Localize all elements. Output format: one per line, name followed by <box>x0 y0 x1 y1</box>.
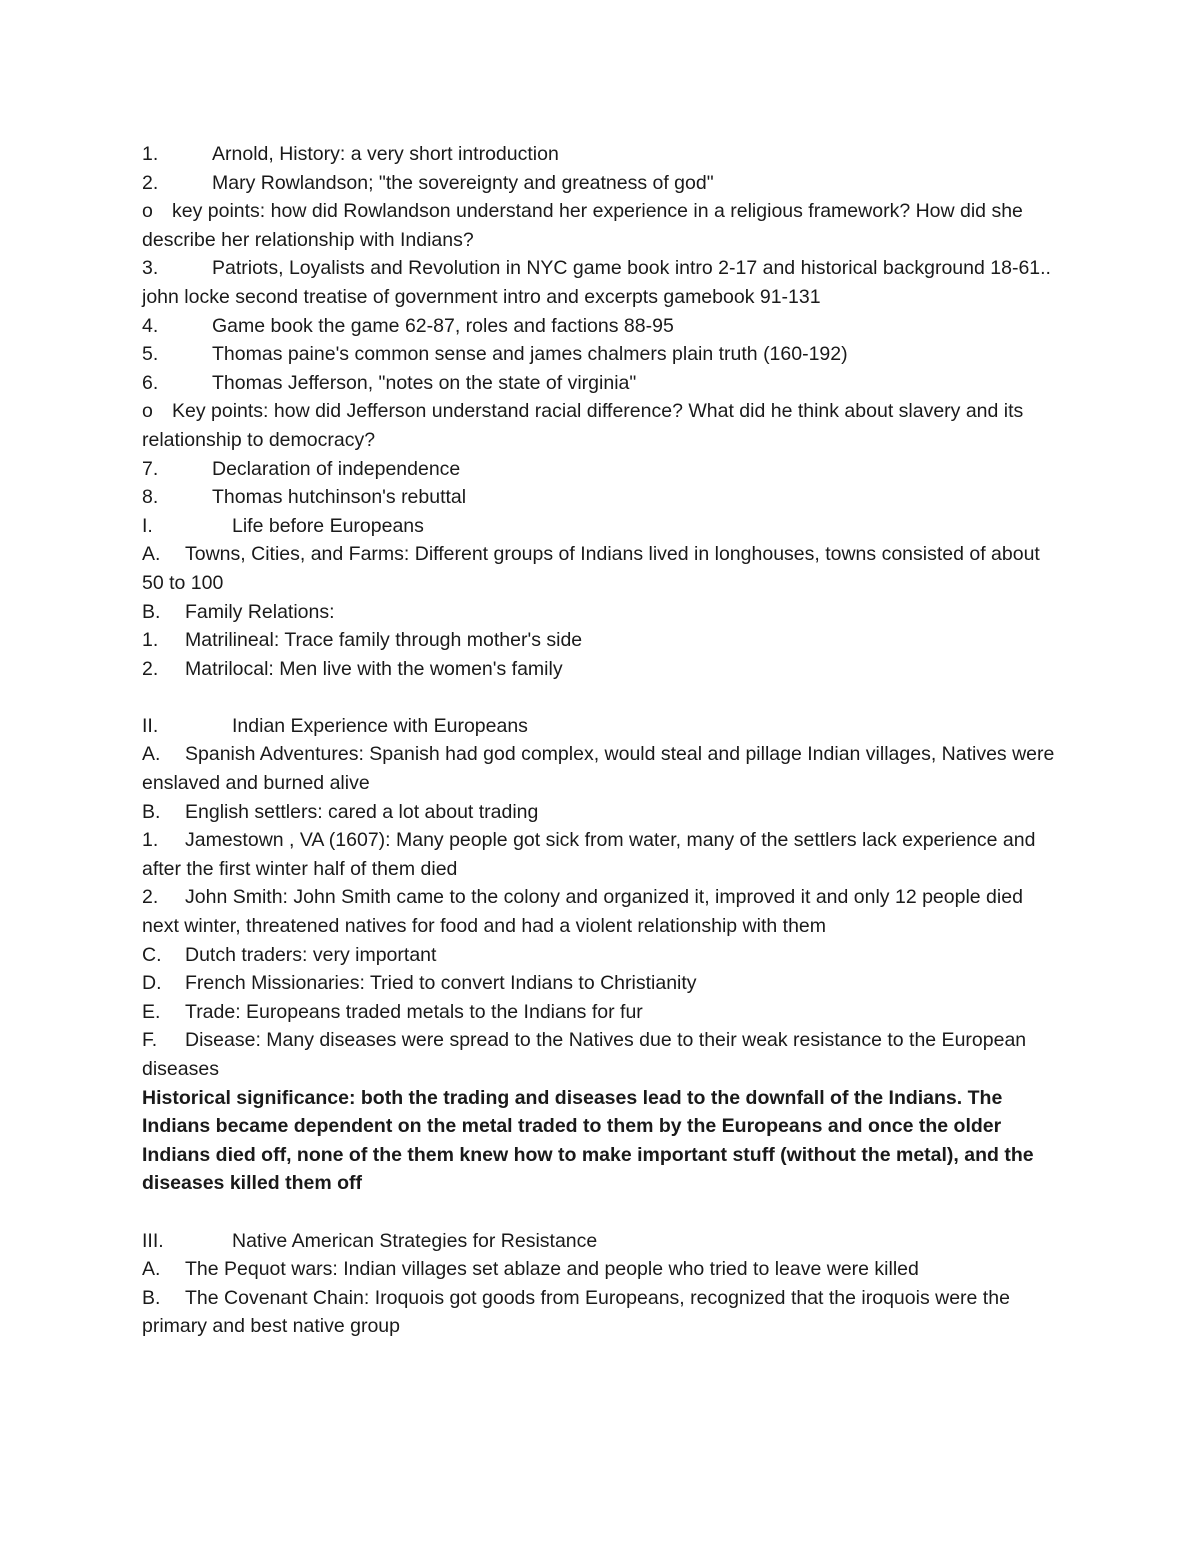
outline-item <box>142 740 1062 797</box>
outline-item <box>142 1284 1062 1341</box>
outline-text: The Pequot wars: Indian villages set ablaze and people who tried to leave were killed <box>185 1258 919 1281</box>
item-text: Thomas hutchinson's rebuttal <box>212 486 467 509</box>
outline-item <box>142 969 1062 998</box>
outline-marker: F. <box>142 1029 158 1052</box>
reading-item <box>142 483 1062 512</box>
section-title: Native American Strategies for Resistance <box>232 1229 598 1252</box>
reading-item <box>142 369 1062 398</box>
item-number: 1. <box>142 143 159 165</box>
reading-item <box>142 340 1062 369</box>
outline-item <box>142 826 1062 883</box>
document-page <box>142 140 1062 1341</box>
bullet-marker: o <box>142 400 153 423</box>
outline-marker: 1. <box>142 829 159 852</box>
outline-text: Dutch traders: very important <box>185 943 437 966</box>
item-number: 4. <box>142 314 159 337</box>
outline-text: The Covenant Chain: Iroquois got goods from Europeans, recognized that the iroquois were the primary and best native group <box>142 1286 1010 1338</box>
item-text: Patriots, Loyalists and Revolution in NYC game book intro 2-17 and historical background 18-61.. john locke second treatise of government intro and excerpts gamebook 91-131 <box>142 257 1051 308</box>
outline-item <box>142 798 1062 827</box>
item-number: 6. <box>142 371 159 394</box>
item-number: 2. <box>142 171 159 194</box>
outline-item <box>142 941 1062 970</box>
section-title: Life before Europeans <box>232 514 424 537</box>
outline-marker: B. <box>142 800 161 823</box>
item-text: Arnold, History: a very short introduction <box>212 143 559 165</box>
item-text: Thomas Jefferson, "notes on the state of virginia" <box>212 371 637 394</box>
blank-line <box>142 1198 1062 1227</box>
outline-marker: A. <box>142 743 161 766</box>
reading-item <box>142 254 1062 311</box>
section-title: Indian Experience with Europeans <box>232 714 528 737</box>
outline-text: Disease: Many diseases were spread to the Natives due to their weak resistance to the European diseases <box>142 1029 1027 1080</box>
section-heading <box>142 1227 1062 1256</box>
outline-item <box>142 998 1062 1027</box>
outline-item <box>142 655 1062 684</box>
historical-significance: Historical significance: both the trading and diseases lead to the downfall of the Indians. The Indians became dependent on the metal traded to them by the Europeans and once the older Indians died off, none of the them knew how to make important stuff (without the metal), and the diseases killed them off <box>142 1086 1034 1195</box>
key-points <box>142 197 1062 254</box>
outline-text: Spanish Adventures: Spanish had god complex, would steal and pillage Indian villages, Natives were enslaved and burned alive <box>142 743 1055 795</box>
key-points-text: key points: how did Rowlandson understand her experience in a religious framework? How did she describe her relationship with Indians? <box>142 200 1023 251</box>
reading-item <box>142 169 1062 198</box>
outline-text: Jamestown , VA (1607): Many people got sick from water, many of the settlers lack experience and after the first winter half of them died <box>142 829 1036 880</box>
outline-item <box>142 626 1062 655</box>
outline-text: Matrilineal: Trace family through mother's side <box>185 629 583 652</box>
outline-marker: B. <box>142 600 161 623</box>
outline-text: Towns, Cities, and Farms: Different groups of Indians lived in longhouses, towns consisted of about 50 to 100 <box>142 543 1040 594</box>
outline-marker: B. <box>142 1286 161 1309</box>
item-number: 5. <box>142 343 159 366</box>
item-number: 8. <box>142 486 159 509</box>
outline-item <box>142 598 1062 627</box>
section-heading <box>142 712 1062 741</box>
item-number: 3. <box>142 257 159 280</box>
outline-marker: D. <box>142 972 162 995</box>
bullet-marker: o <box>142 200 153 223</box>
key-points <box>142 397 1062 454</box>
item-number: 7. <box>142 457 159 480</box>
outline-text: Matrilocal: Men live with the women's family <box>185 657 563 680</box>
outline-item <box>142 540 1062 597</box>
outline-marker: A. <box>142 1258 161 1281</box>
section-heading <box>142 512 1062 541</box>
outline-marker: 2. <box>142 657 159 680</box>
outline-marker: E. <box>142 1000 161 1023</box>
outline-text: English settlers: cared a lot about trading <box>185 800 539 823</box>
item-text: Declaration of independence <box>212 457 461 480</box>
outline-marker: A. <box>142 543 161 566</box>
item-text: Mary Rowlandson; "the sovereignty and greatness of god" <box>212 171 714 194</box>
reading-item <box>142 455 1062 484</box>
outline-text: Family Relations: <box>185 600 335 623</box>
item-text: Game book the game 62-87, roles and factions 88-95 <box>212 314 674 337</box>
blank-line <box>142 683 1062 712</box>
outline-text: John Smith: John Smith came to the colony and organized it, improved it and only 12 people died next winter, threatened natives for food and had a violent relationship with them <box>142 886 1023 938</box>
outline-marker: 1. <box>142 629 159 652</box>
item-text: Thomas paine's common sense and james chalmers plain truth (160-192) <box>212 343 848 366</box>
outline-item <box>142 1255 1062 1284</box>
section-number: II. <box>142 714 159 737</box>
outline-marker: C. <box>142 943 162 966</box>
outline-item <box>142 1026 1062 1083</box>
key-points-text: Key points: how did Jefferson understand racial difference? What did he think about slavery and its relationship to democracy? <box>142 400 1024 451</box>
outline-text: Trade: Europeans traded metals to the Indians for fur <box>185 1000 643 1023</box>
outline-marker: 2. <box>142 886 159 909</box>
section-number: I. <box>142 514 153 537</box>
outline-text: French Missionaries: Tried to convert Indians to Christianity <box>185 972 697 995</box>
outline-item <box>142 883 1062 940</box>
reading-item <box>142 140 1062 169</box>
reading-item <box>142 312 1062 341</box>
section-number: III. <box>142 1229 164 1252</box>
